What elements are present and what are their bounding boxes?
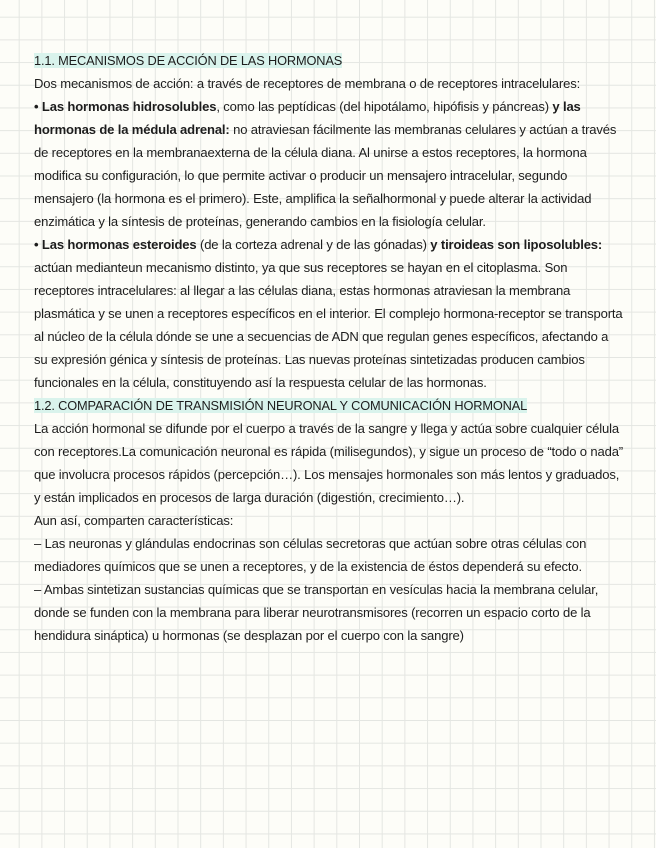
section-2-paragraph: La acción hormonal se difunde por el cuerpo a través de la sangre y llega y actúa sobre cualquier célula con receptores.La comunicación neuronal es rápida (milisegundos), y sigue un proceso de “todo o nada” que involucra procesos rápidos (percepción…). Los mensajes hormonales son más lentos y graduados, y están implicados en procesos de larga duración (digestión, crecimiento…). xyxy=(34,421,623,505)
document-page xyxy=(34,49,624,647)
section-2-point-1: – Las neuronas y glándulas endocrinas son células secretoras que actúan sobre otras células con mediadores químicos que se unen a receptores, y de la existencia de éstos dependerá su efecto. xyxy=(34,536,587,574)
section-2-lead: Aun así, comparten características: xyxy=(34,513,234,528)
section-1 xyxy=(34,49,624,394)
section-2-point-2: – Ambas sintetizan sustancias químicas que se transportan en vesículas hacia la membrana celular, donde se funden con la membrana para liberar neurotransmisores (recorren un espacio corto de la hendidura sináptica) u hormonas (se desplazan por el cuerpo con la sangre) xyxy=(34,582,599,643)
bullet-marker: • xyxy=(34,99,42,114)
bullet-2-text-a: (de la corteza adrenal y de las gónadas) xyxy=(196,237,431,252)
bullet-steroid xyxy=(34,233,624,394)
bullet-hydrosoluble xyxy=(34,95,624,233)
section-2 xyxy=(34,394,624,647)
bullet-1-bold-lead: Las hormonas hidrosolubles xyxy=(41,99,217,114)
section-1-heading: 1.1. MECANISMOS DE ACCIÓN DE LAS HORMONAS xyxy=(34,53,343,68)
bullet-2-bold-lead: Las hormonas esteroides xyxy=(41,237,197,252)
bullet-marker: • xyxy=(34,237,42,252)
bullet-1-text-b: no atraviesan fácilmente las membranas celulares y actúan a través de receptores en la membranaexterna de la célula diana. Al unirse a estos receptores, la hormona modifica su configuración, lo que permite activar o producir un mensajero intracelular, segundo mensajero (la hormona es el primero). Este, amplifica la señalhormonal y puede alterar la actividad enzimática y la síntesis de proteínas, generando cambios en la fisiología celular. xyxy=(34,122,617,229)
bullet-1-bold-second: y las hormonas de la médula adrenal: xyxy=(34,99,581,137)
section-1-intro: Dos mecanismos de acción: a través de receptores de membrana o de receptores intracelulares: xyxy=(34,76,581,91)
bullet-2-text-b: actúan medianteun mecanismo distinto, ya que sus receptores se hayan en el citoplasma. Son receptores intracelulares: al llegar a las células diana, estas hormonas atraviesan la membrana plasmática y se unen a receptores específicos en el interior. El complejo hormona-receptor se transporta al núcleo de la célula dónde se une a secuencias de ADN que regulan genes específicos, afectando a su expresión génica y síntesis de proteínas. Las nuevas proteínas sintetizadas producen cambios funcionales en la célula, constituyendo así la respuesta celular de las hormonas. xyxy=(34,260,623,390)
section-2-heading: 1.2. COMPARACIÓN DE TRANSMISIÓN NEURONAL Y COMUNICACIÓN HORMONAL xyxy=(34,398,528,413)
bullet-2-bold-second: y tiroideas son liposolubles: xyxy=(430,237,603,252)
bullet-1-text-a: , como las peptídicas (del hipotálamo, hipófisis y páncreas) xyxy=(216,99,553,114)
